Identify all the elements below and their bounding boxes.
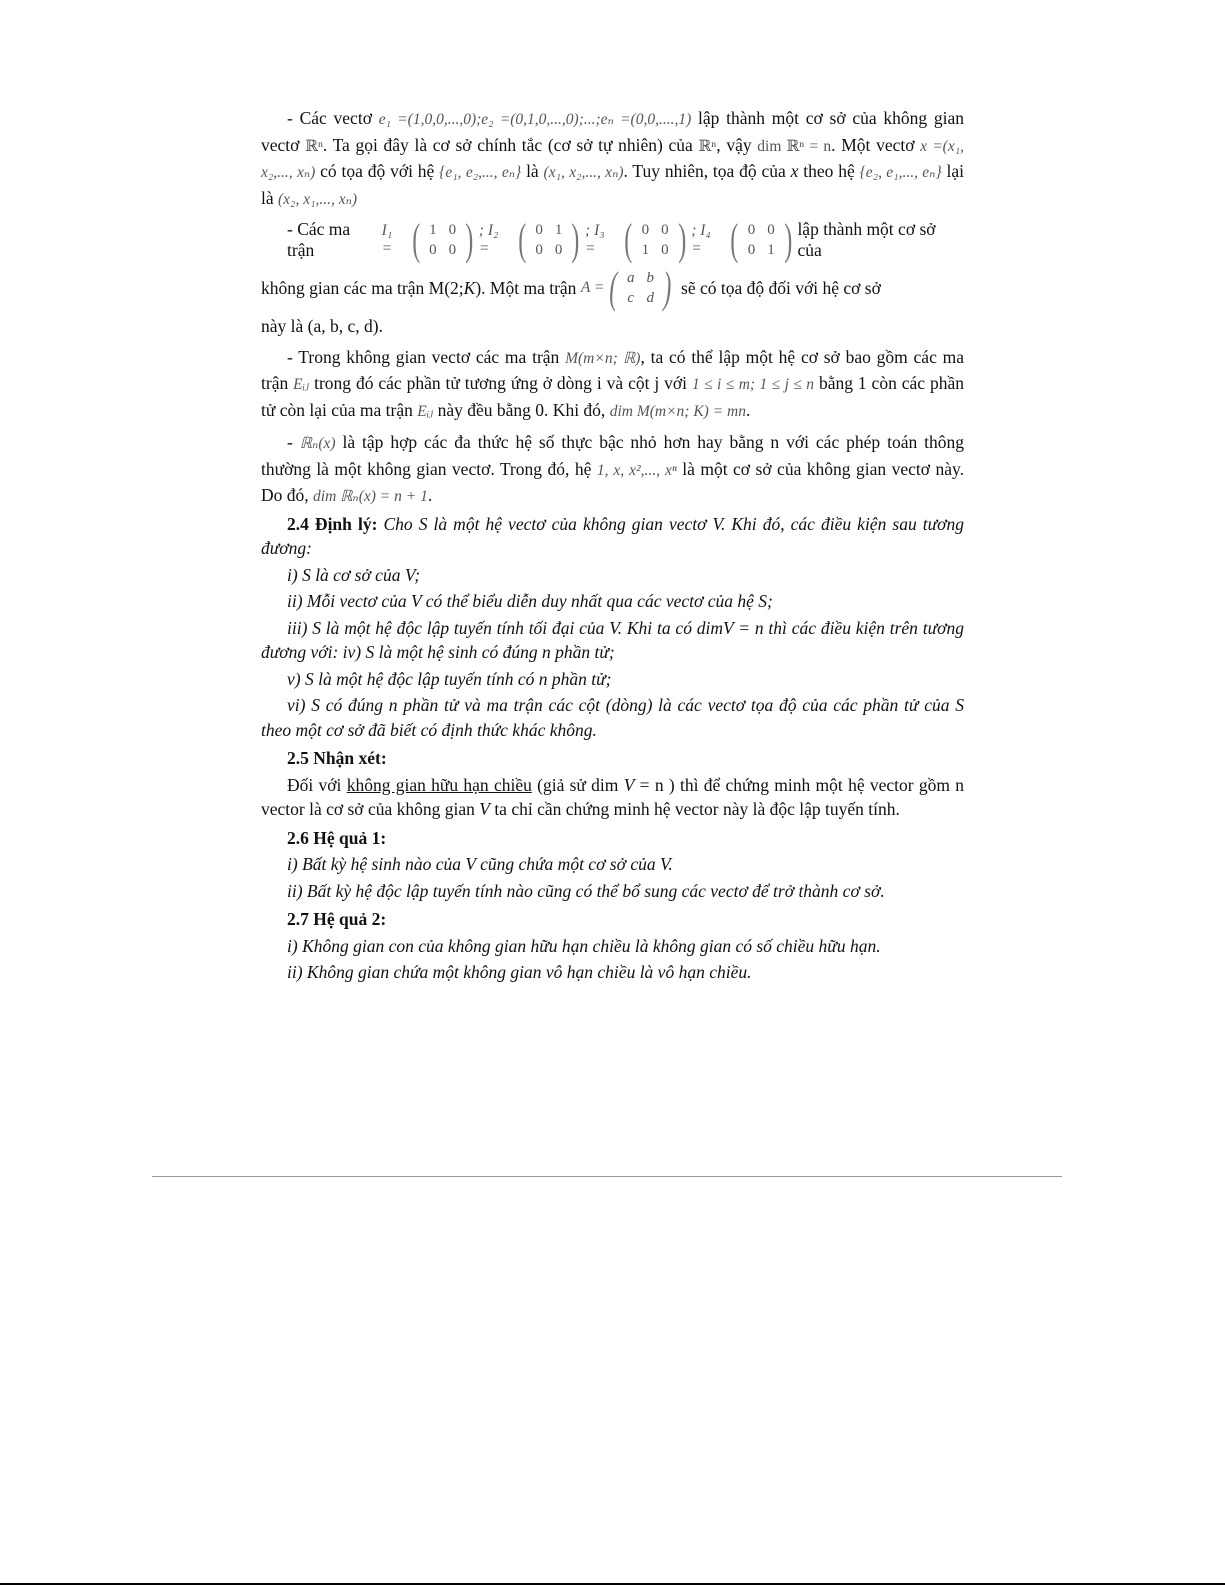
text: có tọa độ với hệ	[315, 161, 440, 181]
matrix-i1: ( 1 0 0 0 )	[411, 215, 474, 264]
text: .	[745, 399, 751, 420]
math-dim-matrix: dim M(m×n; K) = mn	[609, 402, 746, 420]
math-eij: Eᵢⱼ	[293, 376, 310, 393]
text: lại là	[261, 161, 964, 208]
text: là	[521, 161, 544, 181]
math-var: V	[623, 774, 635, 795]
text: là một cơ sở của không gian vectơ này. Do đó,	[261, 458, 964, 505]
math-label: ; I₂ =	[478, 222, 499, 257]
page-separator	[152, 1176, 1062, 1177]
math-coordinates: (x₁, x₂,..., xₙ)	[543, 164, 624, 181]
math-var: K	[463, 277, 476, 298]
text: .	[427, 485, 433, 505]
math-polynomial-space: ℝₙ(x)	[299, 435, 336, 452]
text: không gian các ma trận M(2;	[261, 277, 464, 298]
text: sẽ có tọa độ đối với hệ cơ sở	[676, 277, 881, 298]
corollary-1-heading: 2.6 Hệ quả 1:	[287, 827, 387, 848]
math-basis-set-swapped: {e₂, e₁,..., eₙ}	[859, 164, 942, 181]
theorem-item-ii: ii) Mỗi vectơ của V có thể biểu diễn duy nhất qua các vectơ của hệ S;	[287, 591, 773, 611]
theorem-text: Cho S là một hệ vectơ của không gian vectơ V. Khi đó, các điều kiện sau tương đương:	[261, 513, 965, 558]
math-rn: ℝⁿ	[305, 137, 323, 155]
matrix-i2: ( 0 1 0 0 )	[518, 215, 580, 264]
text: , vậy	[716, 134, 758, 155]
theorem-2-4	[261, 512, 964, 561]
text: lập thành một cơ sở của	[797, 219, 936, 260]
math-var: x	[790, 161, 799, 181]
paragraph-polynomials	[261, 430, 964, 510]
math-index-range: 1 ≤ i ≤ m; 1 ≤ j ≤ n	[691, 376, 815, 393]
paragraph-matrix-a	[261, 263, 964, 312]
text: ). Một ma trận	[475, 277, 581, 298]
text: ta chỉ cần chứng minh hệ vector này là độc lập tuyến tính.	[489, 799, 900, 819]
math-var: V	[479, 799, 490, 819]
math-dim-polynomial: dim ℝₙ(x) = n + 1	[313, 488, 428, 505]
math-matrix-space: M(m×n; ℝ)	[565, 349, 641, 367]
math-label: I₁ =	[381, 222, 393, 257]
math-label: ; I₃ =	[585, 222, 605, 257]
text: (giả sử dim	[531, 774, 624, 795]
text: trong đó các phần tử tương ứng ở dòng i và cột j với	[309, 373, 692, 393]
text: , ta có thể lập một hệ cơ sở bao gồm các ma trận	[261, 346, 964, 393]
math-basis-vectors: e₁ =(1,0,0,...,0);e₂ =(0,1,0,...,0);...;eₙ =(0,0,....,1)	[378, 111, 692, 128]
text: lập thành một cơ sở của không gian vectơ	[261, 108, 965, 155]
corollary-1-item-i: i) Bất kỳ hệ sinh nào của V cũng chứa một cơ sở của V.	[287, 854, 673, 874]
corollary-1-item-ii: ii) Bất kỳ hệ độc lập tuyến tính nào cũng có thể bổ sung các vectơ để trở thành cơ sở.	[287, 880, 885, 901]
math-vector-x: x =(x₁, x₂,..., xₙ)	[261, 137, 964, 181]
math-basis-set: {e₁, e₂,..., eₙ}	[439, 164, 522, 181]
text: - Trong không gian vectơ các ma trận	[287, 346, 566, 367]
math-label: ; I₄ =	[691, 222, 711, 257]
text: = n ) thì để chứng minh một hệ vector gồm n vector là cơ sở của không gian	[261, 774, 965, 819]
matrix-i3: ( 0 0 1 0 )	[624, 215, 686, 264]
corollary-2-heading: 2.7 Hệ quả 2:	[287, 909, 387, 929]
text: -	[287, 432, 300, 452]
text: . Tuy nhiên, tọa độ của	[623, 161, 791, 181]
paragraph-standard-basis	[261, 106, 964, 212]
math-eij: Eᵢⱼ	[417, 402, 434, 420]
text: - Các ma trận	[287, 219, 351, 260]
text: bằng 1 còn các phần tử còn lại của ma trận	[261, 373, 964, 420]
finite-dimensional-link[interactable]: không gian hữu hạn chiều	[346, 774, 532, 795]
theorem-item-i: i) S là cơ sở của V;	[287, 564, 421, 585]
text: theo hệ	[798, 161, 860, 181]
text: - Các vectơ	[287, 108, 379, 128]
paragraph-coordinates	[261, 314, 964, 339]
theorem-item-vi: vi) S có đúng n phần tử và ma trận các cột (dòng) là các vectơ tọa độ của các phần tử của S theo một cơ sở đã biết có định thức khác không.	[261, 695, 964, 740]
corollary-2-item-i: i) Không gian con của không gian hữu hạn chiều là không gian có số chiều hữu hạn.	[287, 935, 881, 956]
document-body	[261, 106, 964, 985]
text: là tập hợp các đa thức hệ số thực bậc nhỏ hơn hay bằng n với các phép toán thông thường là một không gian vectơ. Trong đó, hệ	[261, 432, 965, 479]
math-dim-rn: dim ℝⁿ = n	[757, 137, 832, 155]
math-rn: ℝⁿ	[698, 137, 717, 155]
text: này đều bằng 0. Khi đó,	[433, 399, 610, 420]
math-label: A =	[580, 279, 605, 296]
paragraph-matrix-space	[261, 345, 964, 425]
text: Đối với	[287, 774, 347, 795]
theorem-heading: 2.4 Định lý:	[287, 513, 378, 534]
remark-heading: 2.5 Nhận xét:	[287, 748, 387, 768]
theorem-item-v: v) S là một hệ độc lập tuyến tính có n phần tử;	[287, 668, 612, 689]
text: này là (a, b, c, d).	[261, 316, 383, 336]
corollary-2-item-ii: ii) Không gian chứa một không gian vô hạn chiều là vô hạn chiều.	[287, 962, 752, 982]
remark-text	[261, 773, 964, 822]
matrix-a: ( a b c d )	[609, 263, 672, 312]
math-monomials: 1, x, x²,..., xⁿ	[596, 461, 677, 479]
text: . Ta gọi đây là cơ sở chính tắc (cơ sở tự nhiên) của	[322, 134, 699, 155]
paragraph-matrix-basis	[261, 215, 964, 264]
math-coordinates-swapped: (x₂, x₁,..., xₙ)	[278, 190, 358, 208]
theorem-item-iii: iii) S là một hệ độc lập tuyến tính tối đại của V. Khi ta có dimV = n thì các điều kiện trên tương đương với: iv) S là một hệ sinh có đúng n phần tử;	[261, 617, 964, 662]
matrix-i4: ( 0 0 0 1 )	[730, 215, 793, 264]
text: . Một vectơ	[831, 134, 921, 155]
